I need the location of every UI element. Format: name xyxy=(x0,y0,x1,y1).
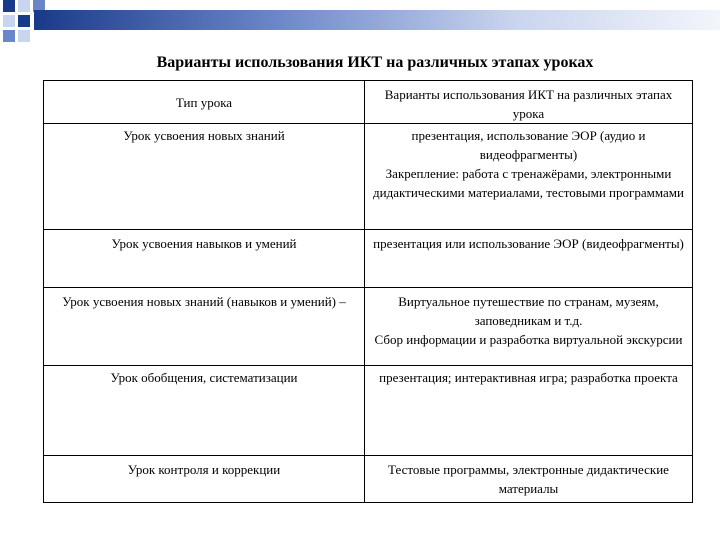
lesson-type-text: Урок усвоения новых знаний xyxy=(123,128,285,143)
lesson-type-text: Урок обобщения, систематизации xyxy=(110,370,298,385)
header-lesson-type-label: Тип урока xyxy=(175,95,233,110)
ict-variants-cell xyxy=(365,366,693,456)
header-ict-variants-label: Варианты использования ИКТ на различных этапах урока xyxy=(384,87,673,121)
table-row xyxy=(44,230,693,288)
ict-usage-table xyxy=(43,80,693,503)
lesson-type-cell xyxy=(44,288,365,366)
table-row xyxy=(44,456,693,503)
decor-square xyxy=(3,15,15,27)
ict-variants-cell xyxy=(365,288,693,366)
slide-title: Варианты использования ИКТ на различных этапах уроках xyxy=(156,54,594,71)
ict-variants-cell xyxy=(365,230,693,288)
lesson-type-cell xyxy=(44,366,365,456)
ict-variant-text: презентация или использование ЭОР (видеофрагменты) xyxy=(373,236,684,251)
ict-variant-text: Закрепление: работа с тренажёрами, электронными дидактическими материалами, тестовыми программами xyxy=(373,166,684,200)
lesson-type-cell xyxy=(44,456,365,503)
ict-variants-cell xyxy=(365,124,693,230)
table-header-row xyxy=(44,81,693,124)
ict-variant-text: Сбор информации и разработка виртуальной экскурсии xyxy=(374,332,683,347)
table-row xyxy=(44,124,693,230)
lesson-type-text: Урок усвоения навыков и умений xyxy=(111,236,297,251)
table-row xyxy=(44,288,693,366)
lesson-type-cell xyxy=(44,124,365,230)
lesson-type-cell xyxy=(44,230,365,288)
decor-square xyxy=(3,0,15,12)
header-cell-lesson-type xyxy=(44,81,365,124)
ict-variant-text: презентация; интерактивная игра; разработка проекта xyxy=(379,370,678,385)
decor-square xyxy=(18,15,30,27)
table-row xyxy=(44,366,693,456)
header-cell-ict-variants xyxy=(365,81,693,124)
decor-square xyxy=(3,30,15,42)
decor-square xyxy=(18,30,30,42)
ict-variant-text: Виртуальное путешествие по странам, музеям, заповедникам и т.д. xyxy=(398,294,659,328)
ict-variant-text: Тестовые программы, электронные дидактические материалы xyxy=(388,462,669,496)
lesson-type-text: Урок усвоения новых знаний (навыков и умений) – xyxy=(62,294,346,309)
ict-variants-cell xyxy=(365,456,693,503)
ict-variant-text: презентация, использование ЭОР (аудио и видеофрагменты) xyxy=(411,128,646,162)
decor-square xyxy=(18,0,30,12)
header-gradient-bar xyxy=(34,10,720,30)
lesson-type-text: Урок контроля и коррекции xyxy=(127,462,281,477)
